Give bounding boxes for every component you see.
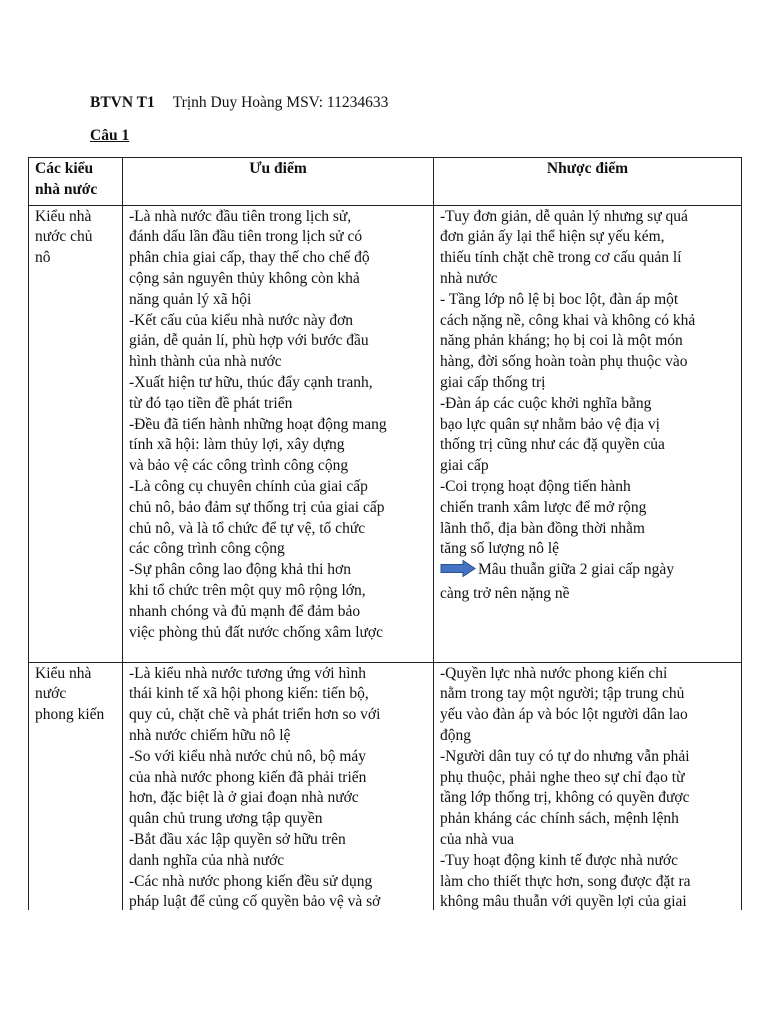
advantage-line: quy củ, chặt chẽ và phát triển hơn so với — [129, 706, 381, 724]
advantage-line: của nhà nước phong kiến đã phải triển — [129, 768, 367, 786]
advantage-line: phân chia giai cấp, thay thế cho chế độ — [129, 249, 370, 267]
disadvantage-line: năng phản kháng; họ bị coi là một món — [440, 332, 683, 350]
disadvantage-line: thiếu tính chặt chẽ trong cơ cấu quản lí — [440, 249, 682, 267]
disadvantage-line: không mâu thuẫn với quyền lợi của giai — [440, 893, 687, 910]
disadvantage-line: -Quyền lực nhà nước phong kiến chỉ — [440, 664, 668, 682]
header-state-types: Các kiểu nhà nước — [29, 158, 123, 206]
disadvantage-line: -Người dân tuy có tự do nhưng vẫn phải — [440, 747, 690, 765]
table-header-row — [29, 158, 742, 206]
disadvantage-line: -Đàn áp các cuộc khởi nghĩa bằng — [440, 394, 652, 412]
state-type-cell — [29, 205, 123, 662]
advantage-line: thái kinh tế xã hội phong kiến: tiến bộ, — [129, 685, 369, 703]
advantage-line: việc phòng thủ đất nước chống xâm lược — [129, 623, 384, 641]
disadvantage-line: phụ thuộc, phải nghe theo sự chỉ đạo từ — [440, 768, 685, 786]
advantage-line: các công trình công cộng — [129, 540, 285, 558]
table-row — [29, 662, 742, 910]
advantage-line: -Sự phân công lao động khả thi hơn — [129, 561, 351, 579]
comparison-table — [28, 157, 742, 910]
advantage-line: -Bắt đầu xác lập quyền sở hữu trên — [129, 830, 346, 848]
advantage-line: chủ nô, và là tổ chức để tự vệ, tổ chức — [129, 519, 366, 537]
disadvantage-line: -Tuy hoạt động kinh tế được nhà nước — [440, 851, 678, 869]
conclusion-text: Mâu thuẫn giữa 2 giai cấp ngày — [478, 561, 675, 579]
advantages-cell — [123, 662, 434, 910]
conclusion-line — [440, 560, 735, 584]
disadvantages-cell — [434, 662, 742, 910]
disadvantage-line: tăng số lượng nô lệ — [440, 540, 560, 558]
disadvantage-line: giai cấp — [440, 457, 489, 475]
state-type-cell — [29, 662, 123, 910]
advantage-line: -Là kiểu nhà nước tương ứng với hình — [129, 664, 367, 682]
state-type-line: Kiểu nhà — [35, 664, 92, 682]
disadvantage-line: hàng, đời sống hoàn toàn phụ thuộc vào — [440, 353, 688, 371]
disadvantage-line: giai cấp thống trị — [440, 373, 546, 391]
disadvantage-line: -Tuy đơn giản, dễ quản lý nhưng sự quá — [440, 207, 688, 225]
advantage-line: -Đều đã tiến hành những hoạt động mang — [129, 415, 387, 433]
disadvantage-line: tầng lớp thống trị, không có quyền được — [440, 789, 690, 807]
state-type-line: nô — [35, 249, 51, 267]
disadvantage-line: lãnh thổ, địa bàn đồng thời nhằm — [440, 519, 645, 537]
advantage-line: cộng sản nguyên thủy không còn khả — [129, 269, 360, 287]
advantage-line: -So với kiểu nhà nước chủ nô, bộ máy — [129, 747, 367, 765]
header-disadvantages: Nhược điểm — [434, 158, 742, 206]
advantage-line: khi tổ chức trên một quy mô rộng lớn, — [129, 581, 366, 599]
advantage-line: pháp luật để củng cố quyền bảo vệ và sở — [129, 893, 381, 910]
conclusion-text-cont: càng trở nên nặng nề — [440, 584, 570, 602]
table-row — [29, 205, 742, 662]
advantage-line: hình thành của nhà nước — [129, 353, 282, 371]
advantage-line: nhà nước chiếm hữu nô lệ — [129, 726, 291, 744]
header-advantages: Ưu điểm — [123, 158, 434, 206]
right-arrow-icon — [440, 560, 476, 584]
advantage-line: tính xã hội: làm thủy lợi, xây dựng — [129, 436, 345, 454]
advantage-line: -Là nhà nước đầu tiên trong lịch sử, — [129, 207, 352, 225]
advantage-line: giản, dễ quản lí, phù hợp với bước đầu — [129, 332, 369, 350]
advantage-line: -Các nhà nước phong kiến đều sử dụng — [129, 872, 373, 890]
state-type-line: phong kiến — [35, 706, 105, 724]
advantage-line: từ đó tạo tiền đề phát triển — [129, 394, 293, 412]
advantage-line: -Là công cụ chuyên chính của giai cấp — [129, 477, 368, 495]
advantage-line: đánh dấu lần đầu tiên trong lịch sử có — [129, 228, 363, 246]
advantage-line: nhanh chóng và đủ mạnh để đảm bảo — [129, 602, 361, 620]
disadvantage-line: chiến tranh xâm lược để mở rộng — [440, 498, 647, 516]
advantage-line: -Kết cấu của kiểu nhà nước này đơn — [129, 311, 354, 329]
question-title: Câu 1 — [90, 127, 130, 144]
student-info: Trịnh Duy Hoàng MSV: 11234633 — [172, 94, 389, 111]
disadvantage-line: thống trị cũng như các đặ quyền của — [440, 436, 665, 454]
state-type-line: nước — [35, 685, 67, 703]
advantage-line: -Xuất hiện tư hữu, thúc đẩy cạnh tranh, — [129, 373, 373, 391]
disadvantage-line: cách nặng nề, công khai và không có khả — [440, 311, 696, 329]
disadvantage-line: đơn giản ấy lại thể hiện sự yếu kém, — [440, 228, 665, 246]
advantages-cell — [123, 205, 434, 662]
advantage-line: chủ nô, bảo đảm sự thống trị của giai cấp — [129, 498, 385, 516]
disadvantage-line: động — [440, 726, 471, 744]
disadvantage-line: nằm trong tay một người; tập trung chủ — [440, 685, 685, 703]
advantage-line: năng quản lý xã hội — [129, 290, 252, 308]
disadvantage-line: phản kháng các chính sách, mệnh lệnh — [440, 810, 679, 828]
advantage-line: hơn, đặc biệt là ở giai đoạn nhà nước — [129, 789, 359, 807]
advantage-line: quân chủ trung ương tập quyền — [129, 810, 323, 828]
state-type-line: nước chủ — [35, 228, 93, 246]
disadvantage-line: của nhà vua — [440, 830, 515, 848]
disadvantage-line: bạo lực quân sự nhằm bảo vệ địa vị — [440, 415, 660, 433]
disadvantage-line: - Tầng lớp nô lệ bị boc lột, đàn áp một — [440, 290, 679, 308]
disadvantages-cell — [434, 205, 742, 662]
assignment-code: BTVN T1 — [90, 94, 155, 111]
advantage-line: danh nghĩa của nhà nước — [129, 851, 285, 869]
advantage-line: và bảo vệ các công trình công cộng — [129, 457, 349, 475]
state-type-line: Kiểu nhà — [35, 207, 92, 225]
disadvantage-line: yếu vào đàn áp và bóc lột người dân lao — [440, 706, 688, 724]
disadvantage-line: nhà nước — [440, 269, 498, 287]
disadvantage-line: làm cho thiết thực hơn, song được đặt ra — [440, 872, 691, 890]
disadvantage-line: -Coi trọng hoạt động tiến hành — [440, 477, 631, 495]
